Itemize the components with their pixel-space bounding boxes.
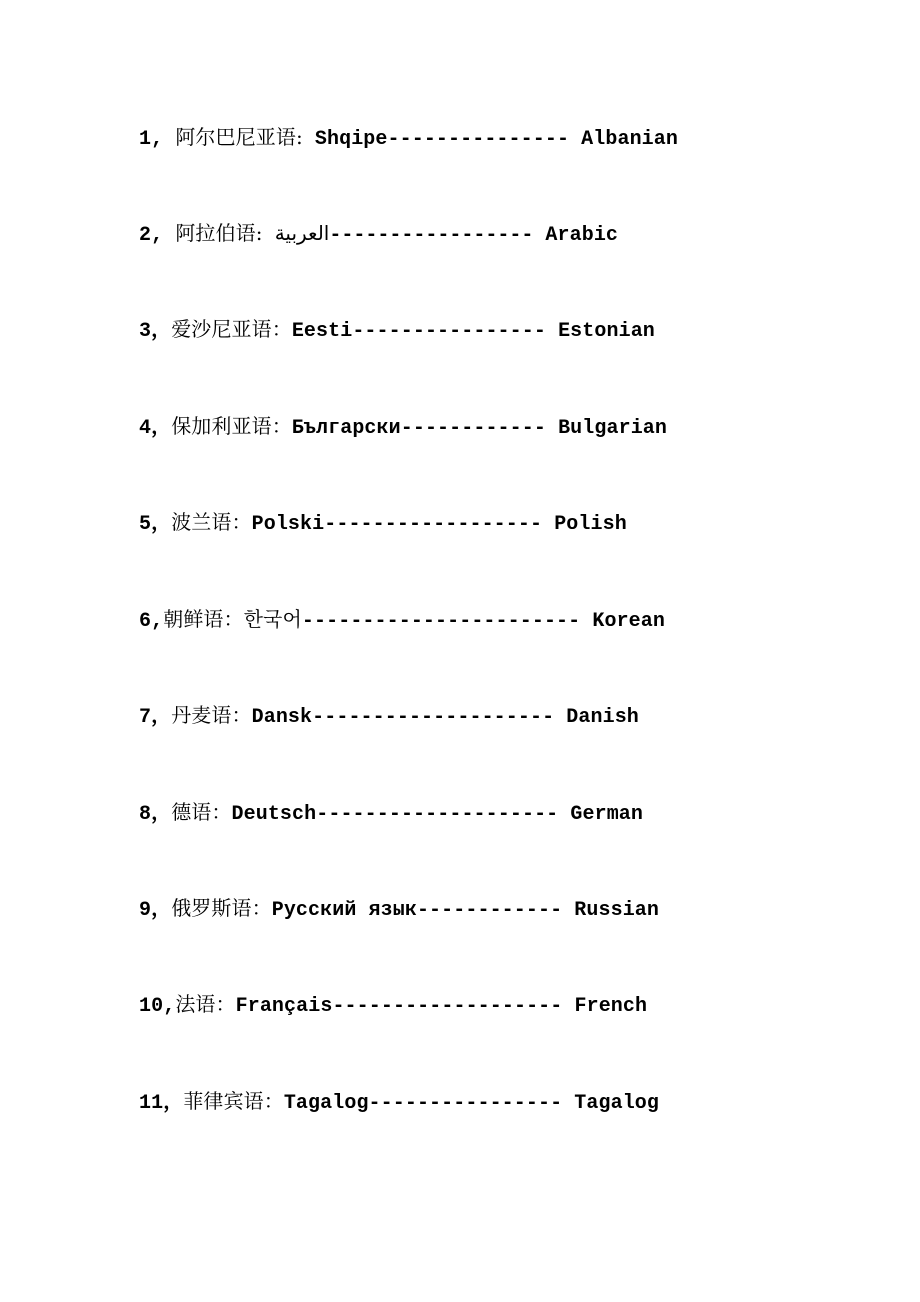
chinese-name: 德语 [171,800,212,824]
colon-separator: ： [223,607,244,631]
native-name: Polski [251,513,325,536]
colon-separator: ： [251,896,272,920]
chinese-name: 波兰语 [171,510,232,534]
dash-leader: -------------------- [316,803,559,826]
language-entry-french [139,992,647,1019]
english-name: Danish [566,706,639,729]
native-name: العربية [274,221,330,245]
english-name: Estonian [558,320,655,343]
entry-number: 9， [139,899,172,922]
chinese-name: 俄罗斯语 [171,896,252,920]
english-name: Arabic [545,224,619,247]
native-name: Shqipe [314,128,388,151]
chinese-name: 保加利亚语 [171,414,272,438]
entry-number: 11， [139,1092,184,1115]
entry-number: 7， [139,706,172,729]
dash-leader: ----------------------- [301,610,581,633]
english-name: Tagalog [574,1092,660,1115]
colon-separator: : [295,125,303,149]
dash-leader: ------------ [416,899,563,922]
entry-number: 4， [139,417,172,440]
colon-separator: : [255,221,263,245]
native-name: 한국어 [243,607,302,631]
english-name: Albanian [581,128,678,151]
entry-number: 3， [139,320,172,343]
language-entry-korean [139,607,665,634]
language-entry-tagalog [139,1089,659,1116]
language-entry-estonian [139,317,655,344]
english-name: Bulgarian [558,417,667,440]
colon-separator: ： [211,800,232,824]
colon-separator: ： [231,703,252,727]
entry-number: 2, [139,224,164,247]
colon-separator: ： [263,1089,284,1113]
native-name: Български [291,417,401,440]
dash-leader: -------------------- [312,706,555,729]
language-entry-bulgarian [139,414,667,441]
native-name: Deutsch [231,803,317,826]
english-name: German [570,803,644,826]
native-name: Tagalog [283,1092,369,1115]
native-name: Eesti [291,320,353,343]
dash-leader: ---------------- [352,320,546,343]
chinese-name: 丹麦语 [171,703,232,727]
native-name: Dansk [251,706,313,729]
english-name: Korean [592,610,665,633]
colon-separator: ： [231,510,252,534]
entry-number: 5， [139,513,172,536]
dash-leader: --------------- [387,128,570,151]
language-entry-german [139,800,643,827]
english-name: French [574,995,648,1018]
entry-number: 8， [139,803,172,826]
chinese-name: 法语 [175,992,216,1016]
chinese-name: 阿尔巴尼亚语 [175,125,296,149]
chinese-name: 朝鲜语 [163,607,224,631]
dash-leader: ------------ [400,417,546,440]
language-entry-albanian [139,125,678,152]
dash-leader: ------------------ [324,513,543,536]
native-name: Français [235,995,333,1018]
native-name: Русский язык [271,899,417,922]
entry-number: 6, [139,610,164,633]
english-name: Russian [574,899,660,922]
english-name: Polish [554,513,627,536]
chinese-name: 阿拉伯语 [175,221,256,245]
language-entry-danish [139,703,639,730]
entry-number: 10, [139,995,176,1018]
language-entry-russian [139,896,659,923]
colon-separator: ： [271,317,292,341]
chinese-name: 菲律宾语 [183,1089,264,1113]
chinese-name: 爱沙尼亚语 [171,317,272,341]
colon-separator: ： [215,992,236,1016]
dash-leader: ----------------- [329,224,534,247]
colon-separator: ： [271,414,292,438]
dash-leader: ------------------- [332,995,563,1018]
language-entry-polish [139,510,627,537]
entry-number: 1, [139,128,164,151]
language-entry-arabic [139,221,618,248]
dash-leader: ---------------- [368,1092,563,1115]
